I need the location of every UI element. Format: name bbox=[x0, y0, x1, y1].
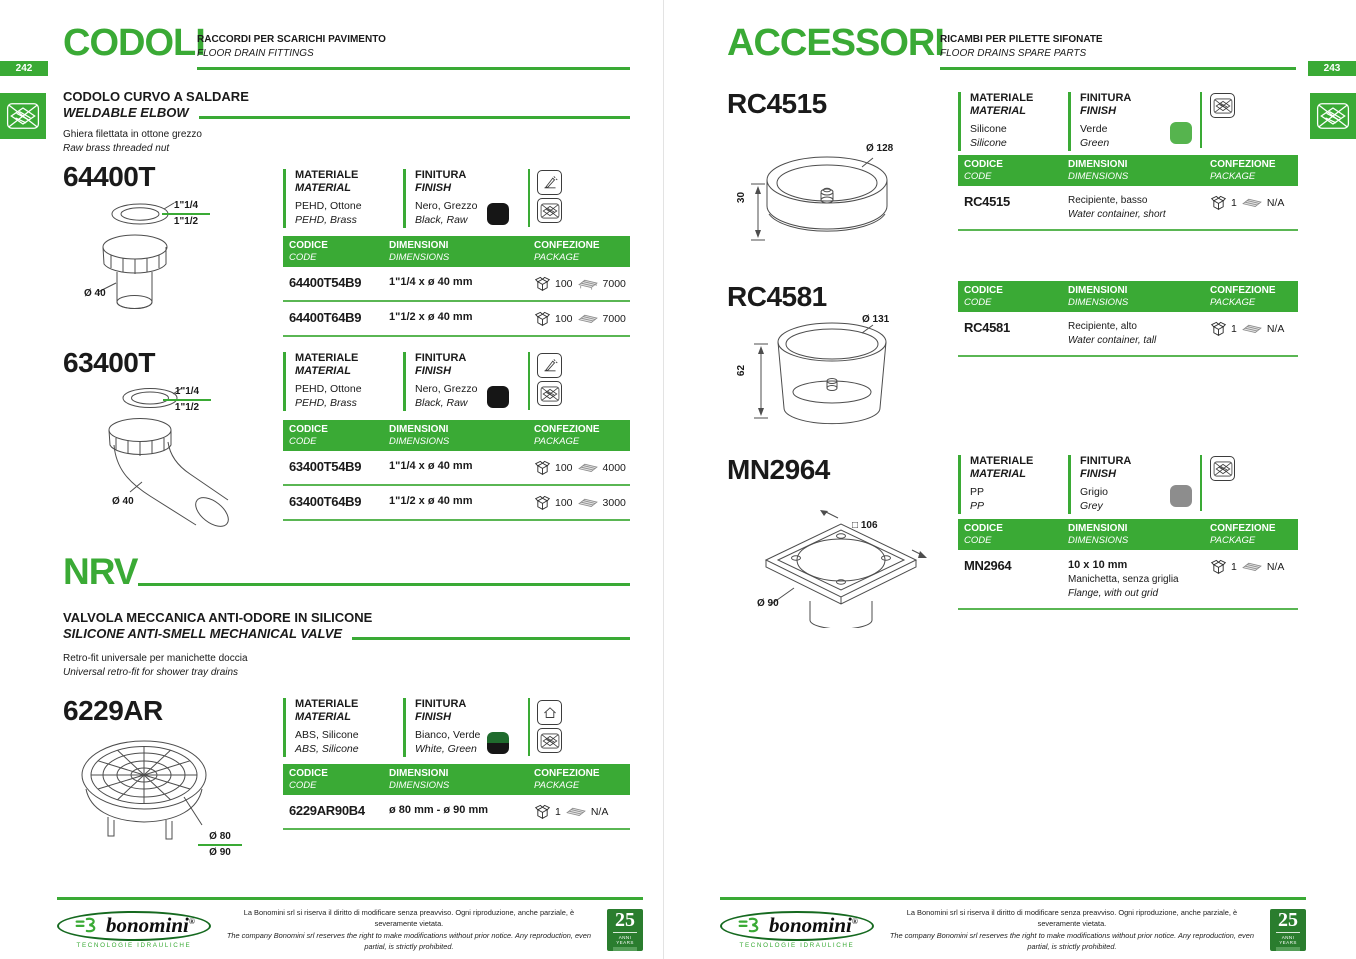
info-separator bbox=[528, 698, 530, 756]
nrv-description: Retro-fit universale per manichette doccia Universal retro-fit for shower tray drains bbox=[63, 653, 248, 678]
material-finish-6229ar bbox=[283, 698, 507, 757]
table-row: 64400T54B9 1"1/4 x ø 40 mm 100 7000 bbox=[283, 267, 630, 302]
box-icon bbox=[534, 803, 551, 820]
material-block: MATERIALE MATERIAL PEHD, Ottone PEHD, Brass bbox=[283, 169, 403, 228]
footer-rule bbox=[720, 897, 1306, 900]
table-row: MN2964 10 x 10 mm Manichetta, senza griglia Flange, with out grid 1 N/A bbox=[958, 550, 1298, 610]
subtitle-en: FLOOR DRAIN FITTINGS bbox=[197, 47, 314, 59]
product-name-64400t: 64400T bbox=[63, 161, 155, 192]
drain-icon bbox=[537, 728, 562, 753]
pallet-icon bbox=[577, 312, 599, 325]
material-finish-64400t bbox=[283, 169, 507, 228]
finish-swatch-green-black bbox=[487, 732, 509, 754]
material-block: MATERIALE MATERIAL PP PP bbox=[958, 455, 1068, 514]
table-6229ar bbox=[283, 764, 630, 830]
dim-square-mn2964: □ 106 bbox=[852, 520, 878, 531]
table-row: 64400T64B9 1"1/2 x ø 40 mm 100 7000 bbox=[283, 302, 630, 337]
section-title-nrv: NRV bbox=[63, 551, 138, 592]
table-header: CODICE CODE DIMENSIONI DIMENSIONS CONFEZIONE PACKAGE bbox=[958, 519, 1298, 550]
finish-swatch-black bbox=[487, 386, 509, 408]
bonomini-logo: bonomini® TECNOLOGIE IDRAULICHE bbox=[720, 911, 874, 949]
drain-icon bbox=[6, 102, 40, 130]
table-row: RC4515 Recipiente, basso Water container, short 1 N/A bbox=[958, 186, 1298, 231]
table-row: 63400T54B9 1"1/4 x ø 40 mm 100 4000 bbox=[283, 451, 630, 486]
page-title-left: CODOLI bbox=[63, 22, 205, 64]
dim-dia-rc4581: Ø 131 bbox=[862, 314, 890, 325]
product-drawing-rc4581 bbox=[748, 316, 898, 433]
finish-block: FINITURA FINISH Nero, Grezzo Black, Raw bbox=[403, 352, 507, 411]
product-drawing-6229ar bbox=[80, 733, 215, 860]
dim-height-rc4581: 62 bbox=[736, 364, 748, 377]
info-separator bbox=[528, 169, 530, 227]
footer-right bbox=[720, 897, 1306, 953]
dim-fraction-64400t: 1"1/4 1"1/2 bbox=[162, 200, 210, 228]
section-description: Ghiera filettata in ottone grezzo Raw brass threaded nut bbox=[63, 129, 202, 154]
application-icons-63400t bbox=[537, 353, 562, 406]
box-icon bbox=[534, 310, 551, 327]
info-separator bbox=[1200, 455, 1202, 511]
application-icons-6229ar bbox=[537, 700, 562, 753]
finish-block: FINITURA FINISH Grigio Grey bbox=[1068, 455, 1168, 514]
anniversary-badge: 25 ANNI YEARS bbox=[607, 909, 643, 951]
footer-rule bbox=[57, 897, 643, 900]
nrv-rule bbox=[138, 583, 630, 586]
table-header: CODICE CODE DIMENSIONI DIMENSIONS CONFEZIONE PACKAGE bbox=[283, 420, 630, 451]
section-title-it: CODOLO CURVO A SALDARE bbox=[63, 89, 249, 104]
finish-swatch-green bbox=[1170, 122, 1192, 144]
drain-icon bbox=[1210, 93, 1235, 118]
drain-icon bbox=[537, 381, 562, 406]
pallet-icon bbox=[1241, 560, 1263, 573]
subtitle-it: RACCORDI PER SCARICHI PAVIMENTO bbox=[197, 34, 386, 45]
page-divider bbox=[663, 0, 664, 959]
pallet-icon bbox=[1241, 322, 1263, 335]
header-rule bbox=[940, 67, 1296, 70]
material-finish-rc4515 bbox=[958, 92, 1168, 151]
finish-swatch-black bbox=[487, 203, 509, 225]
table-rc4581 bbox=[958, 281, 1298, 357]
finish-block: FINITURA FINISH Bianco, Verde White, Green bbox=[403, 698, 507, 757]
bonomini-logo: bonomini® TECNOLOGIE IDRAULICHE bbox=[57, 911, 211, 949]
page-number-left: 242 bbox=[0, 61, 48, 76]
table-row: 63400T64B9 1"1/2 x ø 40 mm 100 3000 bbox=[283, 486, 630, 521]
page-title-right: ACCESSORI bbox=[727, 22, 944, 64]
table-header: CODICE CODE DIMENSIONI DIMENSIONS CONFEZIONE PACKAGE bbox=[283, 236, 630, 267]
pallet-icon bbox=[577, 461, 599, 474]
bonomini-tagline: TECNOLOGIE IDRAULICHE bbox=[76, 941, 192, 949]
dim-dia-63400t: Ø 40 bbox=[112, 496, 134, 507]
drain-icon bbox=[537, 198, 562, 223]
product-name-mn2964: MN2964 bbox=[727, 454, 830, 485]
drain-icon bbox=[1316, 102, 1350, 130]
product-name-6229ar: 6229AR bbox=[63, 695, 163, 726]
table-header: CODICE CODE DIMENSIONI DIMENSIONS CONFEZIONE PACKAGE bbox=[958, 281, 1298, 312]
dim-height-rc4515: 30 bbox=[736, 191, 748, 204]
dim-dia-64400t: Ø 40 bbox=[84, 288, 106, 299]
table-header: CODICE CODE DIMENSIONI DIMENSIONS CONFEZIONE PACKAGE bbox=[283, 764, 630, 795]
material-block: MATERIALE MATERIAL PEHD, Ottone PEHD, Brass bbox=[283, 352, 403, 411]
table-63400t bbox=[283, 420, 630, 521]
dim-fraction-6229ar: Ø 80 Ø 90 bbox=[198, 831, 242, 859]
pallet-icon bbox=[577, 496, 599, 509]
page-number-right: 243 bbox=[1308, 61, 1356, 76]
box-icon bbox=[1210, 320, 1227, 337]
product-name-rc4515: RC4515 bbox=[727, 88, 827, 119]
section-rule bbox=[199, 116, 630, 119]
table-64400t bbox=[283, 236, 630, 337]
product-name-rc4581: RC4581 bbox=[727, 281, 827, 312]
box-icon bbox=[534, 459, 551, 476]
floor-drain-category-icon bbox=[0, 93, 46, 139]
bonomini-tagline: TECNOLOGIE IDRAULICHE bbox=[739, 941, 855, 949]
table-mn2964 bbox=[958, 519, 1298, 610]
table-rc4515 bbox=[958, 155, 1298, 231]
nrv-subtitle: VALVOLA MECCANICA ANTI-ODORE IN SILICONE SILICONE ANTI-SMELL MECHANICAL VALVE bbox=[63, 610, 630, 643]
finish-block: FINITURA FINISH Verde Green bbox=[1068, 92, 1168, 151]
dim-dia-rc4515: Ø 128 bbox=[866, 143, 894, 154]
page-subtitle-left bbox=[197, 33, 386, 60]
application-icons-mn2964 bbox=[1210, 456, 1235, 481]
product-drawing-rc4515 bbox=[745, 148, 895, 255]
product-drawing-mn2964 bbox=[752, 510, 927, 633]
box-icon bbox=[1210, 558, 1227, 575]
finish-swatch-grey bbox=[1170, 485, 1192, 507]
section-title-en: WELDABLE ELBOW bbox=[63, 105, 189, 121]
header-rule bbox=[197, 67, 630, 70]
anniversary-badge: 25 ANNI YEARS bbox=[1270, 909, 1306, 951]
bonomini-mark-icon bbox=[73, 914, 99, 936]
box-icon bbox=[1210, 194, 1227, 211]
welding-icon bbox=[537, 353, 562, 378]
application-icons-64400t bbox=[537, 170, 562, 223]
box-icon bbox=[534, 494, 551, 511]
product-name-63400t: 63400T bbox=[63, 347, 155, 378]
material-finish-mn2964 bbox=[958, 455, 1168, 514]
application-icons-rc4515 bbox=[1210, 93, 1235, 118]
info-separator bbox=[528, 352, 530, 410]
welding-icon bbox=[537, 170, 562, 195]
section-weldable-elbow bbox=[63, 89, 630, 122]
floor-drain-category-icon bbox=[1310, 93, 1356, 139]
box-icon bbox=[534, 275, 551, 292]
drain-icon bbox=[1210, 456, 1235, 481]
page-subtitle-right: RICAMBI PER PILETTE SIFONATE FLOOR DRAINS SPARE PARTS bbox=[940, 34, 1103, 59]
pallet-icon bbox=[565, 805, 587, 818]
pallet-icon bbox=[577, 277, 599, 290]
footer-disclaimer: La Bonomini srl si riserva il diritto di modificare senza preavviso. Ogni riproduzione, anche parziale, è severamente vietata. The company Bonomini srl reserves the right to make modifications without prior notice. Any reproduction, even partial, is strictly prohibited. bbox=[226, 908, 591, 952]
footer-left bbox=[57, 897, 643, 953]
table-row: 6229AR90B4 ø 80 mm - ø 90 mm 1 N/A bbox=[283, 795, 630, 830]
dim-dia-mn2964: Ø 90 bbox=[757, 598, 779, 609]
dim-fraction-63400t: 1"1/4 1"1/2 bbox=[163, 386, 211, 414]
material-block: MATERIALE MATERIAL Silicone Silicone bbox=[958, 92, 1068, 151]
material-block: MATERIALE MATERIAL ABS, Silicone ABS, Silicone bbox=[283, 698, 403, 757]
bonomini-mark-icon bbox=[736, 914, 762, 936]
pallet-icon bbox=[1241, 196, 1263, 209]
house-icon bbox=[537, 700, 562, 725]
finish-block: FINITURA FINISH Nero, Grezzo Black, Raw bbox=[403, 169, 507, 228]
table-row: RC4581 Recipiente, alto Water container, tall 1 N/A bbox=[958, 312, 1298, 357]
footer-disclaimer: La Bonomini srl si riserva il diritto di modificare senza preavviso. Ogni riproduzione, anche parziale, è severamente vietata. The company Bonomini srl reserves the right to make modifications without prior notice. Any reproduction, even partial, is strictly prohibited. bbox=[889, 908, 1254, 952]
table-header: CODICE CODE DIMENSIONI DIMENSIONS CONFEZIONE PACKAGE bbox=[958, 155, 1298, 186]
section-rule bbox=[352, 637, 630, 640]
info-separator bbox=[1200, 92, 1202, 148]
material-finish-63400t bbox=[283, 352, 507, 411]
